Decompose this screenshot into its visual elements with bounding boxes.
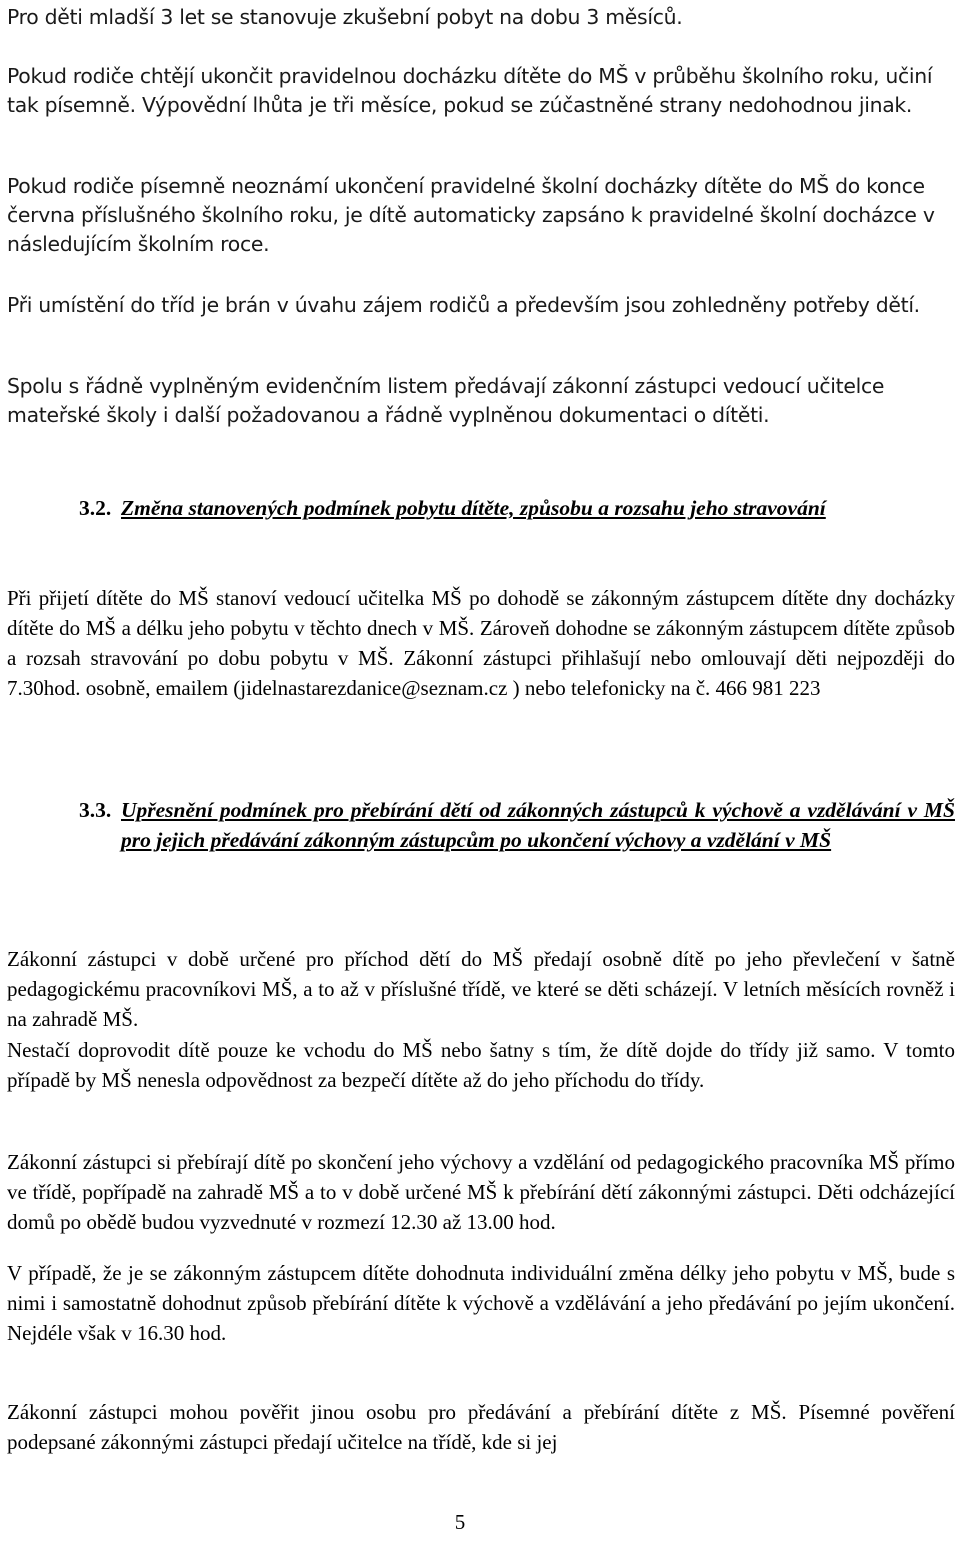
section-heading-3-3 bbox=[0, 795, 960, 885]
section-title: Upřesnění podmínek pro přebírání dětí od zákonných zástupců k výchově a vzdělávání v MŠ pro jejich předávání zákonným zástupcům po ukončení výchovy a vzdělání v MŠ bbox=[121, 798, 955, 852]
section-number: 3.3. bbox=[79, 798, 112, 822]
section-heading-3-2 bbox=[0, 493, 960, 553]
paragraph-ending-attendance: Pokud rodiče chtějí ukončit pravidelnou docházku dítěte do MŠ v průběhu školního roku, učiní tak písemně. Výpovědní lhůta je tři měsíce, pokud se zúčastněné strany nedohodnou jinak. bbox=[7, 64, 933, 117]
paragraph-registration-documents: Spolu s řádně vyplněným evidenčním listem předávají zákonní zástupci vedoucí učitelce mateřské školy i další požadovanou a řádně vyplněnou dokumentaci o dítěti. bbox=[7, 374, 885, 427]
section-title: Změna stanovených podmínek pobytu dítěte, způsobu a rozsahu jeho stravování bbox=[121, 496, 826, 520]
paragraph-entrance-responsibility: Nestačí doprovodit dítě pouze ke vchodu do MŠ nebo šatny s tím, že dítě dojde do třídy již samo. V tomto případě by MŠ nenesla odpovědnost za bezpečí dítěte až do jeho příchodu do třídy. bbox=[7, 1038, 955, 1092]
paragraph-automatic-enrollment: Pokud rodiče písemně neoznámí ukončení pravidelné školní docházky dítěte do MŠ do konce června příslušného školního roku, je dítě automaticky zapsáno k pravidelné školní docházce v následujícím školním roce. bbox=[7, 174, 935, 256]
paragraph-class-placement: Při umístění do tříd je brán v úvahu zájem rodičů a především jsou zohledněny potřeby dětí. bbox=[7, 293, 920, 317]
section-number: 3.2. bbox=[79, 496, 112, 520]
paragraph-stay-conditions: Při přijetí dítěte do MŠ stanoví vedoucí učitelka MŠ po dohodě se zákonným zástupcem dítěte dny docházky dítěte do MŠ a délku jeho pobytu v těchto dnech v MŠ. Zároveň dohodne se zákonným zástupcem dítěte způsob a rozsah stravování po dobu pobytu v MŠ. Zákonní zástupci přihlašují nebo omlouvají děti nejpozději do 7.30hod. osobně, emailem (jidelnastarezdanice@seznam.cz ) nebo telefonicky na č. 466 981 223 bbox=[7, 586, 955, 700]
paragraph-individual-arrangement: V případě, že je se zákonným zástupcem dítěte dohodnuta individuální změna délky jeho pobytu v MŠ, bude s nimi i samostatně dohodnut způsob přebírání dítěte k výchově a vzdělávání a jeho předávání po jejím ukončení. Nejdéle však v 16.30 hod. bbox=[7, 1261, 955, 1345]
paragraph-authorized-person: Zákonní zástupci mohou pověřit jinou osobu pro předávání a přebírání dítěte z MŠ. Písemné pověření podepsané zákonnými zástupci předají učitelce na třídě, kde si jej bbox=[7, 1400, 955, 1454]
paragraph-handover-arrival: Zákonní zástupci v době určené pro příchod dětí do MŠ předají osobně dítě po jeho převlečení v šatně pedagogickému pracovníkovi MŠ, a to až v příslušné třídě, ve které se děti scházejí. V letních měsících rovněž i na zahradě MŠ. bbox=[7, 947, 955, 1031]
paragraph-trial-stay: Pro děti mladší 3 let se stanovuje zkušební pobyt na dobu 3 měsíců. bbox=[7, 5, 683, 29]
page-number: 5 bbox=[454, 1510, 466, 1534]
paragraph-pickup-times: Zákonní zástupci si přebírají dítě po skončení jeho výchovy a vzdělání od pedagogického pracovníka MŠ přímo ve třídě, popřípadě na zahradě MŠ a to v době určené MŠ k přebírání dětí zákonnými zástupci. Děti odcházející domů po obědě budou vyzvednuté v rozmezí 12.30 až 13.00 hod. bbox=[7, 1150, 955, 1234]
